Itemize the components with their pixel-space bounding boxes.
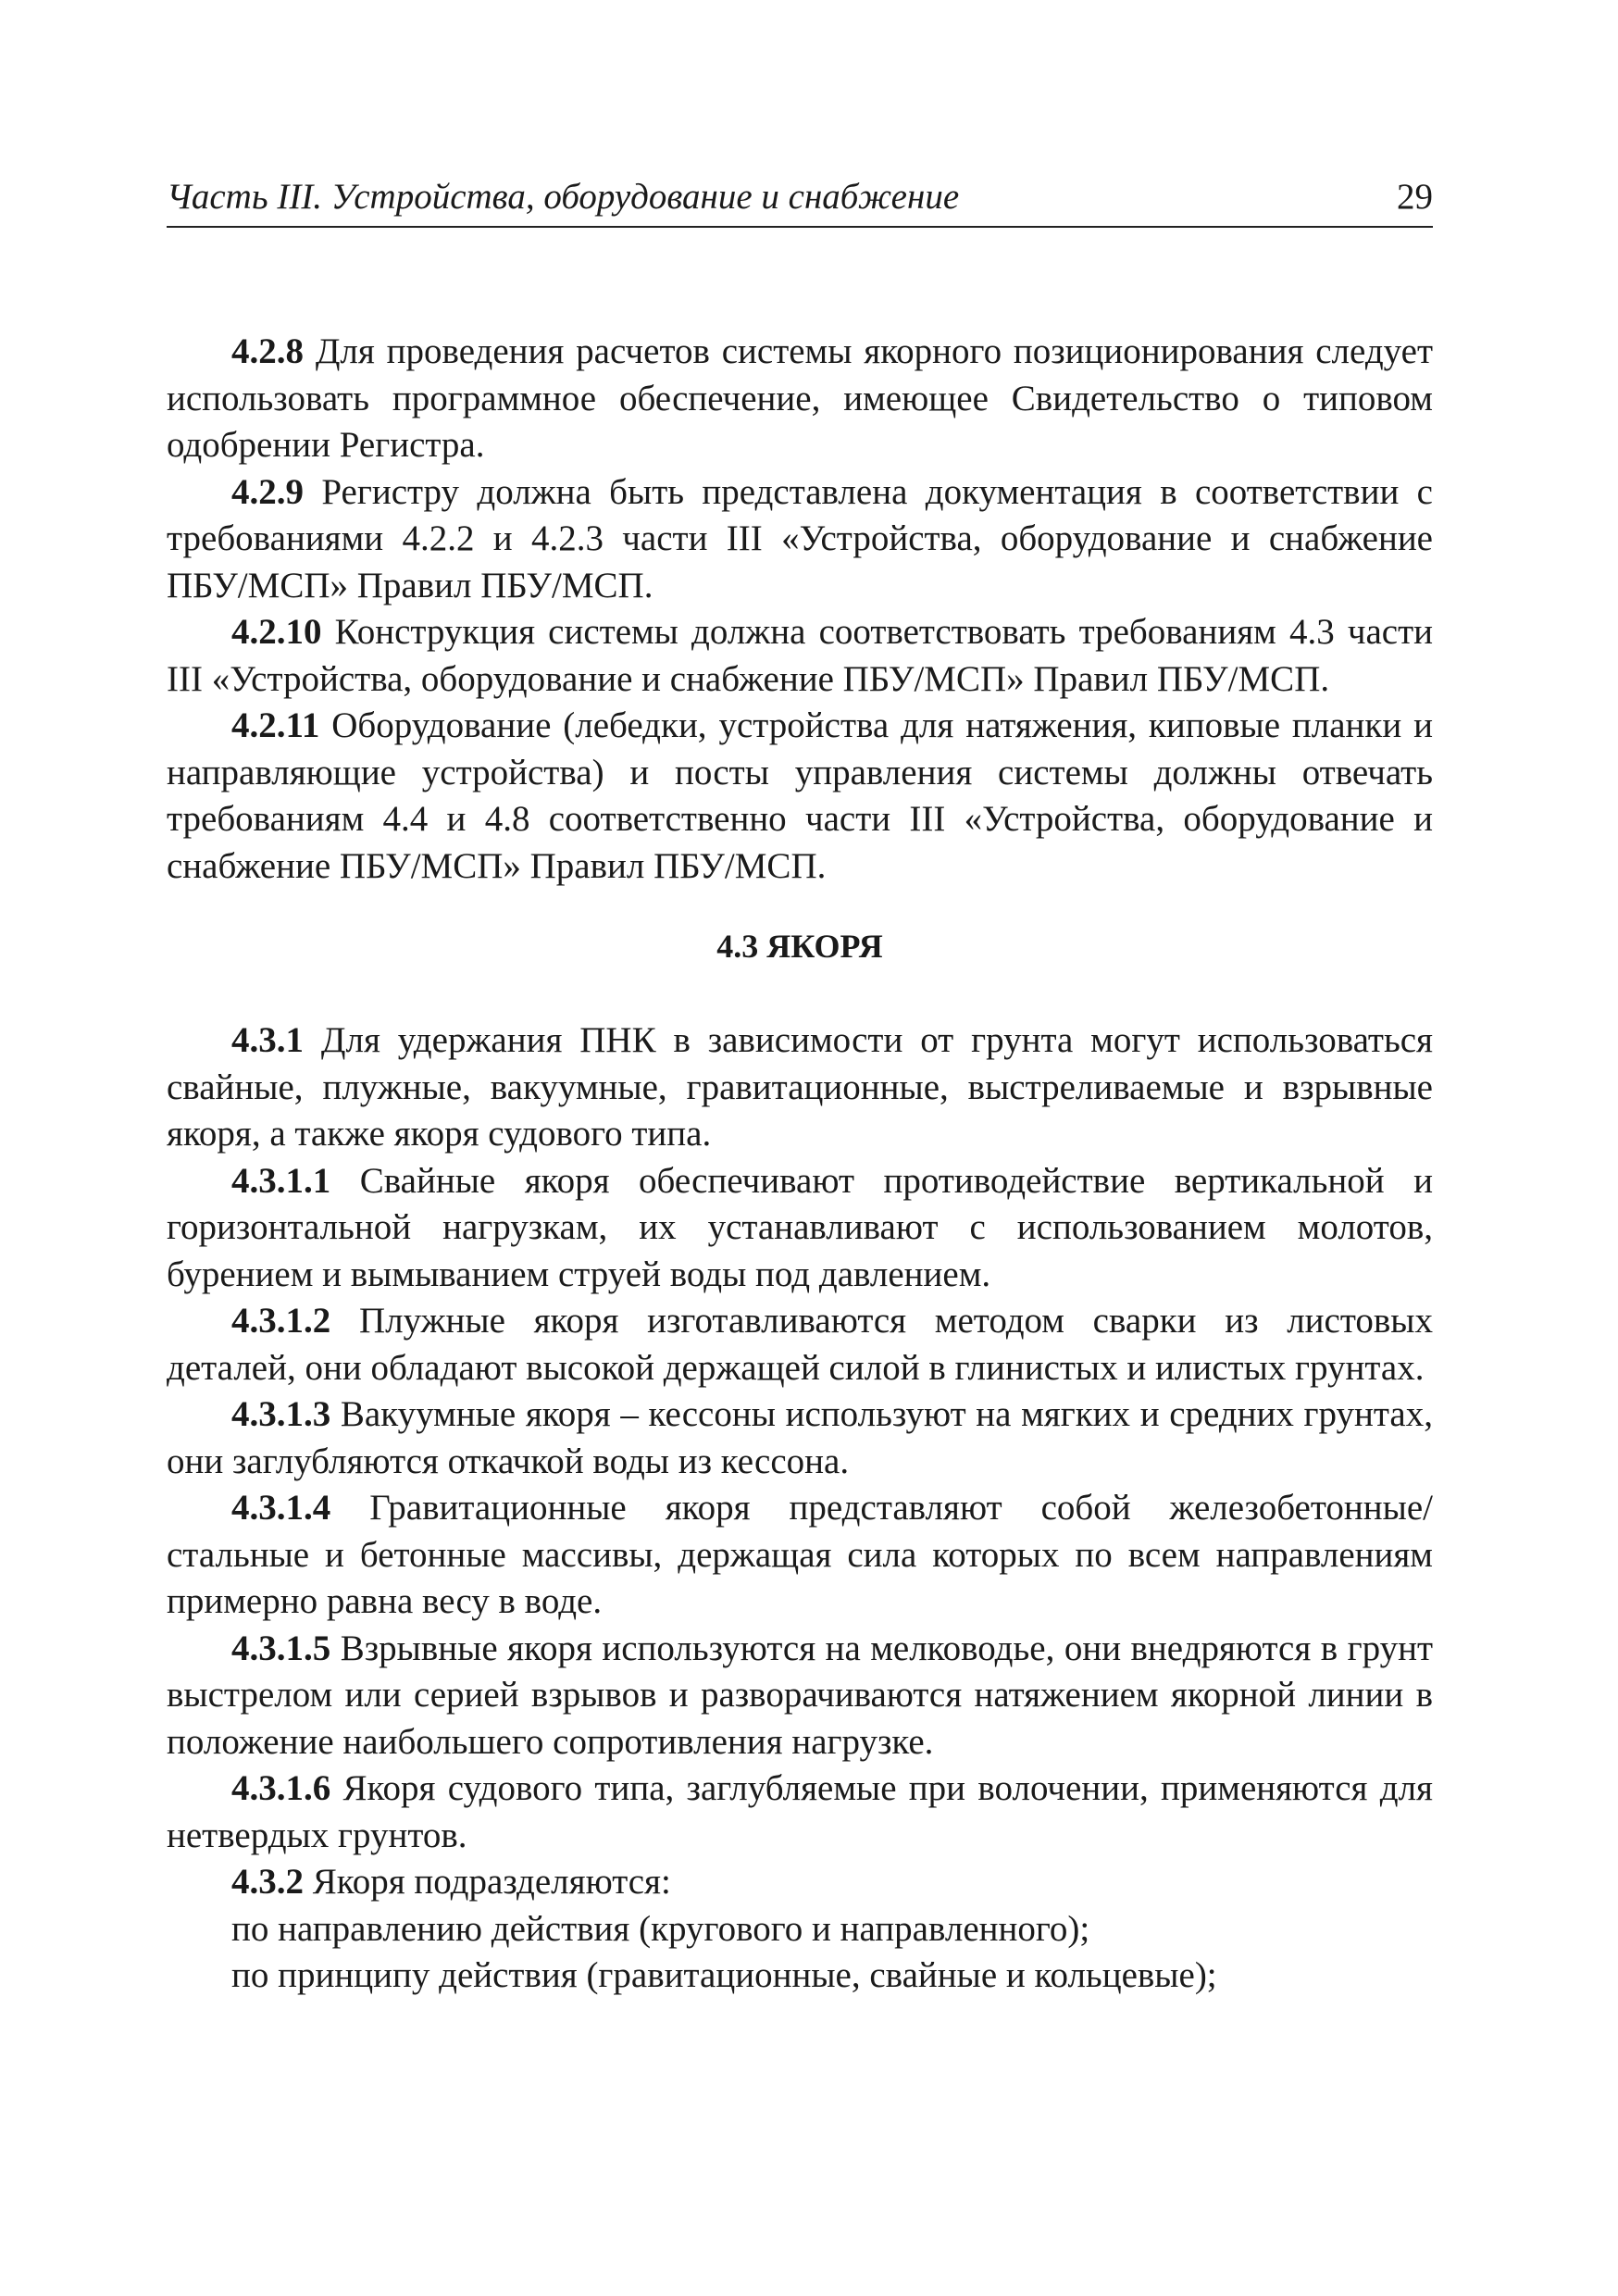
clause-number: 4.3.1.6	[231, 1768, 331, 1808]
paragraph-text: Якоря подразделяются:	[304, 1862, 671, 1902]
list-line	[167, 1953, 1433, 2000]
clause-number: 4.3.1.5	[231, 1628, 331, 1668]
clause-number: 4.3.1.2	[231, 1301, 331, 1341]
paragraph	[167, 1017, 1433, 1158]
paragraph-text: Для удержания ПНК в зависимости от грунта могут использоваться свайные, плужные, вакуумные, гравитационные, выстреливаемые и взрывные якоря, а также якоря судового типа.	[167, 1020, 1433, 1154]
section-title: 4.3 ЯКОРЯ	[716, 928, 883, 965]
clause-number: 4.3.2	[231, 1862, 304, 1902]
paragraph-text: Плужные якоря изготавливаются методом сварки из листовых деталей, они обладают высокой держащей силой в глинистых и илистых грунтах.	[167, 1301, 1433, 1388]
paragraph-text: Якоря судового типа, заглубляемые при волочении, применяются для нетвердых грунтов.	[167, 1768, 1433, 1855]
paragraph-text: по направлению действия (кругового и направленного);	[231, 1908, 1090, 1949]
paragraph-text: Вакуумные якоря – кессоны используют на мягких и средних грунтах, они заглубляются откачкой воды из кессона.	[167, 1394, 1433, 1481]
paragraph	[167, 703, 1433, 890]
paragraph	[167, 469, 1433, 610]
paragraph	[167, 329, 1433, 469]
clause-number: 4.2.11	[231, 705, 320, 745]
paragraph	[167, 1298, 1433, 1391]
list-line	[167, 1906, 1433, 1953]
page-content	[167, 329, 1433, 2000]
paragraph	[167, 1158, 1433, 1299]
clause-number: 4.2.9	[231, 471, 304, 512]
clause-number: 4.2.10	[231, 612, 322, 652]
clause-number: 4.3.1.3	[231, 1394, 331, 1434]
paragraph-text: Гравитационные якоря представляют собой железобетонные/ стальные и бетонные массивы, держащая сила которых по всем направлениям примерно равна весу в воде.	[167, 1488, 1433, 1621]
page-number: 29	[1397, 177, 1433, 217]
clause-number: 4.3.1	[231, 1020, 304, 1060]
paragraph-text: Для проведения расчетов системы якорного позиционирования следует использовать программное обеспечение, имеющее Свидетельство о типовом одобрении Регистра.	[167, 331, 1433, 465]
clause-number: 4.2.8	[231, 331, 304, 371]
paragraph	[167, 609, 1433, 703]
paragraph-text: Регистру должна быть представлена документация в соответствии с требованиями 4.2.2 и 4.2.3 части III «Устройства, оборудование и снабжение ПБУ/МСП» Правил ПБУ/МСП.	[167, 471, 1433, 605]
paragraph	[167, 1859, 1433, 1906]
paragraph-text: Взрывные якоря используются на мелководье, они внедряются в грунт выстрелом или серией взрывов и разворачиваются натяжением якорной линии в положение наибольшего сопротивления нагрузке.	[167, 1628, 1433, 1762]
paragraph	[167, 1485, 1433, 1626]
paragraph	[167, 1766, 1433, 1859]
paragraph	[167, 1626, 1433, 1766]
paragraph-text: Конструкция системы должна соответствовать требованиям 4.3 части III «Устройства, оборудование и снабжение ПБУ/МСП» Правил ПБУ/МСП.	[167, 612, 1433, 699]
clause-number: 4.3.1.1	[231, 1160, 331, 1201]
clause-number: 4.3.1.4	[231, 1488, 331, 1528]
paragraph	[167, 1391, 1433, 1485]
document-page	[167, 0, 1433, 2296]
paragraph-text: по принципу действия (гравитационные, свайные и кольцевые);	[231, 1955, 1217, 1995]
header-title: Часть III. Устройства, оборудование и снабжение	[167, 177, 960, 217]
running-header	[167, 168, 1433, 228]
paragraph-text: Свайные якоря обеспечивают противодействие вертикальной и горизонтальной нагрузкам, их устанавливают с использованием молотов, бурением и вымыванием струей воды под давлением.	[167, 1160, 1433, 1294]
paragraph-text: Оборудование (лебедки, устройства для натяжения, киповые планки и направляющие устройства) и посты управления системы должны отвечать требованиям 4.4 и 4.8 соответственно части III «Устройства, оборудование и снабжение ПБУ/МСП» Правил ПБУ/МСП.	[167, 705, 1433, 886]
